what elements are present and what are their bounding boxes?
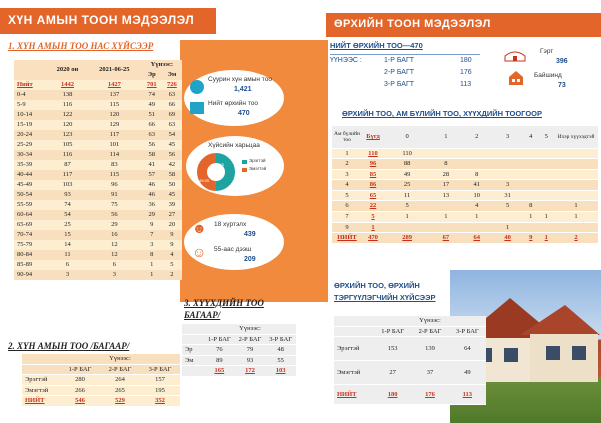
table-row: 15-19 120 129 66 63 [14, 120, 182, 130]
section5-title-1: ӨРХИЙН ТОО, ӨРХИЙН [334, 281, 420, 290]
section3-title-2: БАГААР/ [184, 310, 221, 320]
table-row: 10-14 122 120 51 69 [14, 110, 182, 120]
legend-male-swatch [242, 160, 247, 164]
table-row-total: НИЙТ 180 176 113 [334, 385, 486, 405]
section5-title-2: ТЭРГҮҮЛЭГЧИЙН ХҮЙСЭЭР [334, 293, 436, 302]
households-divider [330, 54, 480, 55]
left-title-bar [0, 8, 216, 34]
children-bag-table: Үүнээс: 1-Р БАГ 2-Р БАГ 3-Р БАГ Эр 76 79 48 Эм 89 93 55 165 172 103 [182, 324, 296, 377]
table-row: Эм 89 93 55 [182, 355, 296, 366]
table-row: 4 86 25 17 41 3 [332, 180, 598, 191]
female-pct: 49.55 [199, 178, 210, 183]
stats-oval-age: ☻ 18 хүртэлх 439 ☺ 55-аас дээш 209 [184, 214, 284, 270]
table-row: 45-49 103 96 46 50 [14, 180, 182, 190]
col-2020: 2020 он [56, 66, 79, 73]
table-row: 60-64 54 56 29 27 [14, 210, 182, 220]
table-row: 1 110 110 [332, 148, 598, 159]
table-row-total: 165 172 103 [182, 366, 296, 377]
left-title: ХҮН АМЫН ТООН МЭДЭЭЛЭЛ [8, 13, 195, 27]
table-row: 7 5 1 1 1 1 1 1 [332, 212, 598, 223]
table-row: 5-9 116 115 49 66 [14, 100, 182, 110]
section1-title: 1. ХҮН АМЫН ТОО НАС ХҮЙСЭЭР [8, 41, 154, 51]
table-row: 6 22 5 4 5 8 1 [332, 201, 598, 212]
section4-title: ӨРХИЙН ТОО, АМ БҮЛИЙН ТОО, ХҮҮХДИЙН ТООГООР [342, 109, 543, 118]
table-row-total: Нийт 1442 1427 701 726 [14, 80, 182, 90]
children-icon: ☻ [192, 220, 207, 236]
households-total: НИЙТ ӨРХИЙН ТОО—470 [330, 41, 423, 50]
dwelling-oval: Гэрт 396 Байшинд 73 [494, 40, 594, 98]
section2-title: 2. ХҮН АМЫН ТОО /БАГААР/ [8, 341, 130, 351]
col-sex: Үүнээс: [150, 61, 174, 68]
table-row: 80-84 11 12 8 4 [14, 250, 182, 260]
table-row: Эмэгтэй 27 37 49 [334, 361, 486, 385]
table-row: 40-44 117 115 57 58 [14, 170, 182, 180]
table-row: 3 85 49 28 8 [332, 169, 598, 180]
table-row: 0-4 138 137 74 63 [14, 90, 182, 100]
table-row: 2 96 88 8 [332, 159, 598, 170]
table-row-total: НИЙТ 546 529 352 [22, 396, 180, 407]
right-title: ӨРХИЙН ТООН МЭДЭЭЛЭЛ [334, 18, 491, 30]
col-male: Эр [147, 71, 156, 78]
table-row: 90-94 3 3 1 2 [14, 270, 182, 280]
building-icon [508, 70, 524, 86]
table-row: Эр 76 79 48 [182, 345, 296, 356]
ger-icon [504, 48, 526, 62]
elderly-icon: ☺ [192, 244, 207, 260]
male-pct: 50.45 [214, 162, 225, 167]
table-row: 9 1 1 [332, 222, 598, 233]
stats-oval-sex: Хүйсийн харьцаа 50.45 49.55 Эрэгтэй Эмэгтэй [186, 136, 284, 196]
table-row: 75-79 14 12 3 9 [14, 240, 182, 250]
people-icon [190, 80, 204, 94]
household-head-sex-table: Үүнээс: 1-Р БАГ 2-Р БАГ 3-Р БАГ Эрэгтэй 153 139 64 Эмэгтэй 27 37 49 НИЙТ 180 176 113 [334, 316, 486, 405]
table-row: 35-39 87 83 41 42 [14, 160, 182, 170]
table-row: 25-29 105 101 56 45 [14, 140, 182, 150]
col-female: Эм [167, 71, 177, 78]
stats-oval-population: Суурин хүн амын тоо 1,421 Нийт өрхийн тоо 470 [184, 70, 284, 126]
right-title-bar [326, 13, 601, 37]
population-age-table [14, 60, 182, 280]
table-row: 20-24 123 117 63 54 [14, 130, 182, 140]
legend-female-swatch [242, 168, 247, 172]
table-row: Эмэгтэй 266 265 195 [22, 385, 180, 396]
table-row: 55-59 74 75 36 39 [14, 200, 182, 210]
table-row: 65-69 25 29 9 20 [14, 220, 182, 230]
table-row: 85-89 6 6 1 5 [14, 260, 182, 270]
house-icon [190, 102, 204, 114]
section3-title-1: 3. ХҮҮХДИЙН ТОО [184, 298, 264, 308]
table-row: 50-54 93 91 46 45 [14, 190, 182, 200]
col-2021: 2021-06-25 [99, 66, 130, 73]
table-row: 70-74 15 16 7 9 [14, 230, 182, 240]
table-row-total: НИЙТ 470 289 67 64 40 9 1 2 [332, 233, 598, 244]
population-bag-table: Үүнээс: 1-Р БАГ 2-Р БАГ 3-Р БАГ Эрэгтэй 280 264 157 Эмэгтэй 266 265 195 НИЙТ 546 529 352 [22, 354, 180, 407]
household-members-table: Ам бүлийн тоо Бүгд 0 1 2 3 4 5 Ихэр хүүхэдтэй 1 110 110 2 96 88 8 3 85 49 28 8 4 86 25 17 41 3 5 65 11 13 10 31 6 22 5 4 5 8 1 7 5 1 1 1 1 1 1 9 1 1 НИЙТ 470 289 67 64 40 9 1 2 [332, 126, 598, 244]
table-row: Эрэгтэй 153 139 64 [334, 337, 486, 361]
table-row: 30-34 116 114 58 56 [14, 150, 182, 160]
table-row: 5 65 11 13 10 31 [332, 190, 598, 201]
table-row: Эрэгтэй 280 264 157 [22, 375, 180, 386]
sex-ratio-donut [196, 152, 236, 192]
